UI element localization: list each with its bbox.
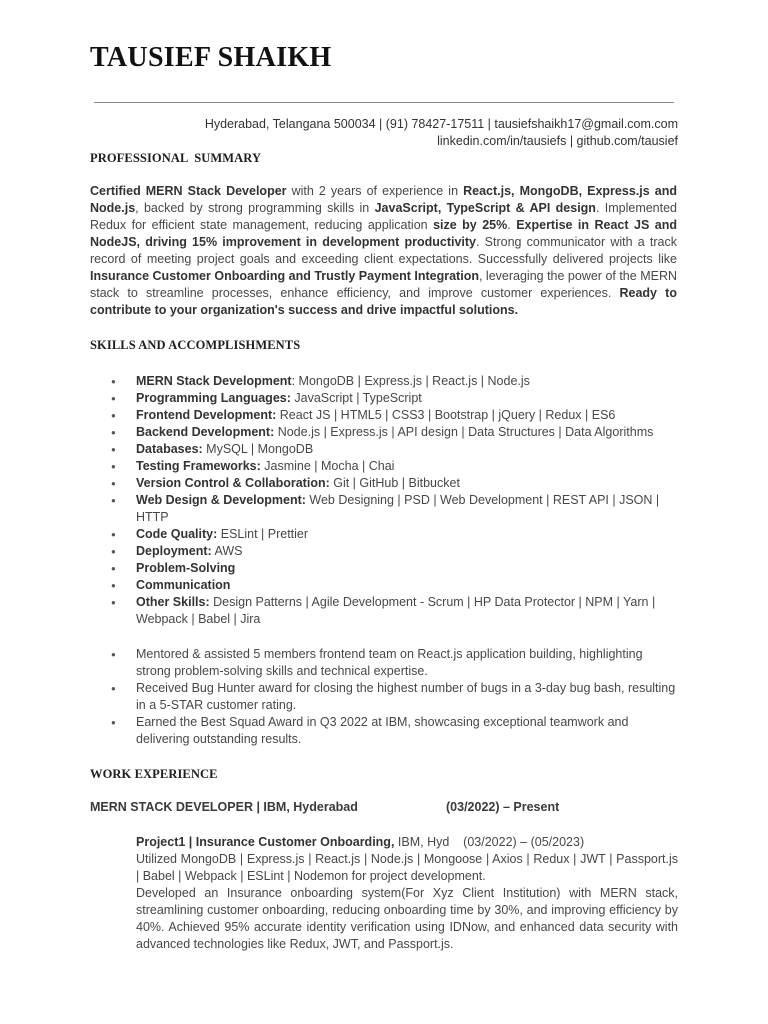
project-description: Developed an Insurance onboarding system(For Xyz Client Institution) with MERN stack, streamlining customer onboarding, reducing onboarding time by 30%, and improving efficiency by 40%. Achieved 95% accurate identity verification using IDNow, and enhanced data security with advanced technologies like Redux, JWT, and Passport.js. bbox=[136, 886, 678, 951]
skill-category: Frontend Development: bbox=[136, 408, 277, 422]
skill-category: Programming Languages: bbox=[136, 391, 291, 405]
skill-values: Node.js | Express.js | API design | Data Structures | Data Algorithms bbox=[274, 425, 654, 439]
summary-heading: PROFESSIONAL SUMMARY bbox=[90, 151, 262, 165]
skill-category: MERN Stack Development bbox=[136, 374, 292, 388]
project-entry bbox=[136, 834, 678, 953]
project-title: Project1 | Insurance Customer Onboarding, bbox=[136, 835, 395, 849]
skill-values: Jasmine | Mocha | Chai bbox=[260, 459, 395, 473]
summary-text: . Strong communicator with a track record of meeting project goals and exceeding client expectations. Successfully delivered projects like bbox=[90, 235, 677, 266]
experience-heading: WORK EXPERIENCE bbox=[90, 767, 218, 781]
skill-values: JavaScript | TypeScript bbox=[290, 391, 422, 405]
summary-text: Ready to contribute to your organization's success and drive impactful solutions. bbox=[90, 286, 677, 317]
project-tech-stack: Utilized MongoDB | Express.js | React.js | Node.js | Mongoose | Axios | Redux | JWT | Passport.js | Babel | Webpack | ESLint | Nodemon for project development. bbox=[136, 852, 678, 883]
job-dates: (03/2022) – Present bbox=[446, 800, 560, 814]
summary-text: size by 25% bbox=[433, 218, 508, 232]
skill-values: Web Designing | PSD | Web Development | REST API | JSON | HTTP bbox=[136, 493, 660, 524]
skill-values: : MongoDB | Express.js | React.js | Node.js bbox=[291, 374, 530, 388]
project-header bbox=[136, 834, 678, 851]
contact-line-links: linkedin.com/in/tausiefs | github.com/tausief bbox=[437, 134, 678, 148]
job-title: MERN STACK DEVELOPER | IBM, Hyderabad bbox=[90, 800, 358, 814]
skill-values: ESLint | Prettier bbox=[217, 527, 309, 541]
skill-values: MySQL | MongoDB bbox=[202, 442, 314, 456]
accomplishments-list bbox=[90, 646, 676, 748]
skill-category: Backend Development: bbox=[136, 425, 275, 439]
skill-item bbox=[90, 526, 680, 543]
skill-item bbox=[90, 407, 680, 424]
summary-paragraph bbox=[90, 183, 677, 319]
candidate-name: TAUSIEF SHAIKH bbox=[90, 42, 332, 73]
summary-text: with 2 years of experience in bbox=[286, 184, 464, 198]
summary-text: , backed by strong programming skills in bbox=[135, 201, 375, 215]
skill-category: Other Skills: bbox=[136, 595, 210, 609]
summary-text: , leveraging the power of the MERN stack to streamline processes, enhance efficiency, and improve customer experiences. bbox=[90, 269, 677, 300]
accomplishment-item: ● Received Bug Hunter award for closing the highest number of bugs in a 3-day bug bash, resulting in a 5-STAR customer rating. bbox=[90, 680, 676, 714]
skill-item bbox=[90, 492, 680, 526]
skill-item bbox=[90, 577, 680, 594]
summary-text: . bbox=[507, 218, 517, 232]
skill-item bbox=[90, 543, 680, 560]
skill-item bbox=[90, 458, 680, 475]
skill-category: Version Control & Collaboration: bbox=[136, 476, 330, 490]
accomplishment-item: ● Mentored & assisted 5 members frontend team on React.js application building, highlighting strong problem-solving skills and technical expertise. bbox=[90, 646, 676, 680]
summary-text: Expertise in React JS and NodeJS, driving 15% improvement in development productivity bbox=[90, 218, 677, 249]
summary-text: JavaScript, TypeScript & API design bbox=[374, 201, 596, 215]
skill-item bbox=[90, 373, 680, 390]
summary-text: Insurance Customer Onboarding and Trustly Payment Integration bbox=[90, 269, 479, 283]
summary-text: . Implemented Redux for efficient state management, reducing application bbox=[90, 201, 678, 232]
contact-line-address: Hyderabad, Telangana 500034 | (91) 78427-17511 | tausiefshaikh17@gmail.com.com bbox=[204, 117, 678, 131]
contact-info bbox=[205, 116, 678, 150]
skill-category: Code Quality: bbox=[136, 527, 218, 541]
skill-category: Databases: bbox=[136, 442, 203, 456]
skill-values: AWS bbox=[211, 544, 243, 558]
skill-item bbox=[90, 560, 680, 577]
skill-category: Deployment: bbox=[136, 544, 212, 558]
skill-values: Design Patterns | Agile Development - Scrum | HP Data Protector | NPM | Yarn | Webpack | Babel | Jira bbox=[136, 595, 656, 626]
header-divider bbox=[94, 102, 674, 103]
skill-category: Testing Frameworks: bbox=[136, 459, 261, 473]
project-org-dates: IBM, Hyd (03/2022) – (05/2023) bbox=[394, 835, 585, 849]
skills-list bbox=[90, 373, 680, 628]
skill-values: Git | GitHub | Bitbucket bbox=[329, 476, 460, 490]
skills-heading: SKILLS AND ACCOMPLISHMENTS bbox=[90, 338, 301, 352]
skill-item bbox=[90, 441, 680, 458]
skill-item bbox=[90, 424, 680, 441]
skill-item bbox=[90, 594, 680, 628]
skill-category: Communication bbox=[136, 578, 231, 592]
skill-item bbox=[90, 390, 680, 407]
summary-text: React.js, MongoDB, Express.js and Node.js bbox=[90, 184, 677, 215]
summary-text: Certified MERN Stack Developer bbox=[90, 184, 287, 198]
skill-category: Problem-Solving bbox=[136, 561, 236, 575]
skill-item bbox=[90, 475, 680, 492]
skill-category: Web Design & Development: bbox=[136, 493, 306, 507]
accomplishment-item: ● Earned the Best Squad Award in Q3 2022 at IBM, showcasing exceptional teamwork and delivering outstanding results. bbox=[90, 714, 676, 748]
skill-values: React JS | HTML5 | CSS3 | Bootstrap | jQuery | Redux | ES6 bbox=[276, 408, 616, 422]
